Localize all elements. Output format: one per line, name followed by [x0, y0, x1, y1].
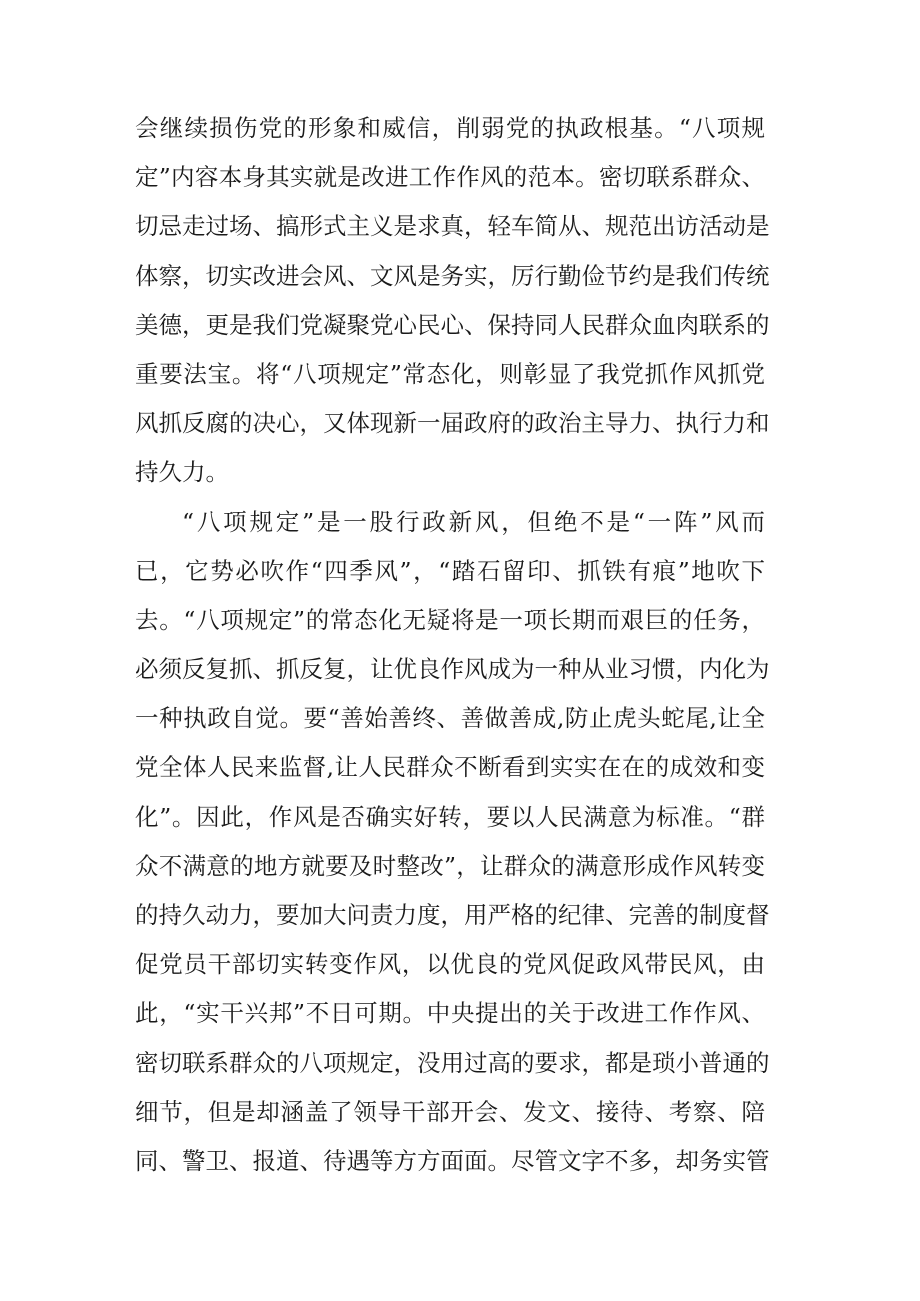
paragraph-2-line: 必须反复抓、抓反复，让优良作风成为一种从业习惯，内化为 [135, 655, 770, 684]
paragraph-1-line: 重要法宝。将“八项规定”常态化，则彰显了我党抓作风抓党 [135, 359, 765, 388]
paragraph-2-line: 密切联系群众的八项规定，没用过高的要求，都是琐小普通的 [135, 1048, 770, 1077]
paragraph-2-line: 党全体人民来监督,让人民群众不断看到实实在在的成效和变 [135, 753, 765, 782]
paragraph-2-line: 的持久动力，要加大问责力度，用严格的纪律、完善的制度督 [135, 901, 770, 929]
paragraph-2-line: “八项规定”是一股行政新风，但绝不是“一阵”风而 [182, 507, 765, 536]
body-text [135, 104, 770, 1186]
paragraph-2-line: 细节，但是却涵盖了领导干部开会、发文、接待、考察、陪 [135, 1097, 765, 1126]
paragraph-1-line: 风抓反腐的决心，又体现新一届政府的政治主导力、执行力和 [135, 409, 770, 438]
paragraph-2-line: 去。“八项规定”的常态化无疑将是一项长期而艰巨的任务， [135, 605, 765, 634]
paragraph-1-line: 会继续损伤党的形象和威信，削弱党的执政根基。“八项规 [135, 114, 765, 142]
paragraph-1-line: 切忌走过场、搞形式主义是求真，轻车简从、规范出访活动是 [135, 212, 770, 241]
paragraph-1-line: 持久力。 [135, 458, 229, 487]
paragraph-2-line: 促党员干部切实转变作风，以优良的党风促政风带民风，由 [135, 950, 765, 979]
paragraph-1-line: 美德，更是我们党凝聚党心民心、保持同人民群众血肉联系的 [135, 310, 770, 339]
paragraph-2-line: 一种执政自觉。要“善始善终、善做善成,防止虎头蛇尾,让全 [135, 704, 765, 733]
paragraph-1-line: 定”内容本身其实就是改进工作作风的范本。密切联系群众、 [135, 163, 765, 192]
paragraph-2-line: 众不满意的地方就要及时整改”，让群众的满意形成作风转变 [135, 851, 765, 880]
paragraph-2-line: 同、警卫、报道、待遇等方方面面。尽管文字不多，却务实管 [135, 1146, 770, 1175]
paragraph-2-line: 化”。因此，作风是否确实好转，要以人民满意为标准。“群 [135, 802, 765, 831]
paragraph-2-line: 此，“实干兴邦”不日可期。中央提出的关于改进工作作风、 [135, 999, 765, 1028]
paragraph-1-line: 体察，切实改进会风、文风是务实，厉行勤俭节约是我们传统 [135, 261, 770, 290]
paragraph-2-line: 已，它势必吹作“四季风”，“踏石留印、抓铁有痕”地吹下 [135, 556, 765, 585]
